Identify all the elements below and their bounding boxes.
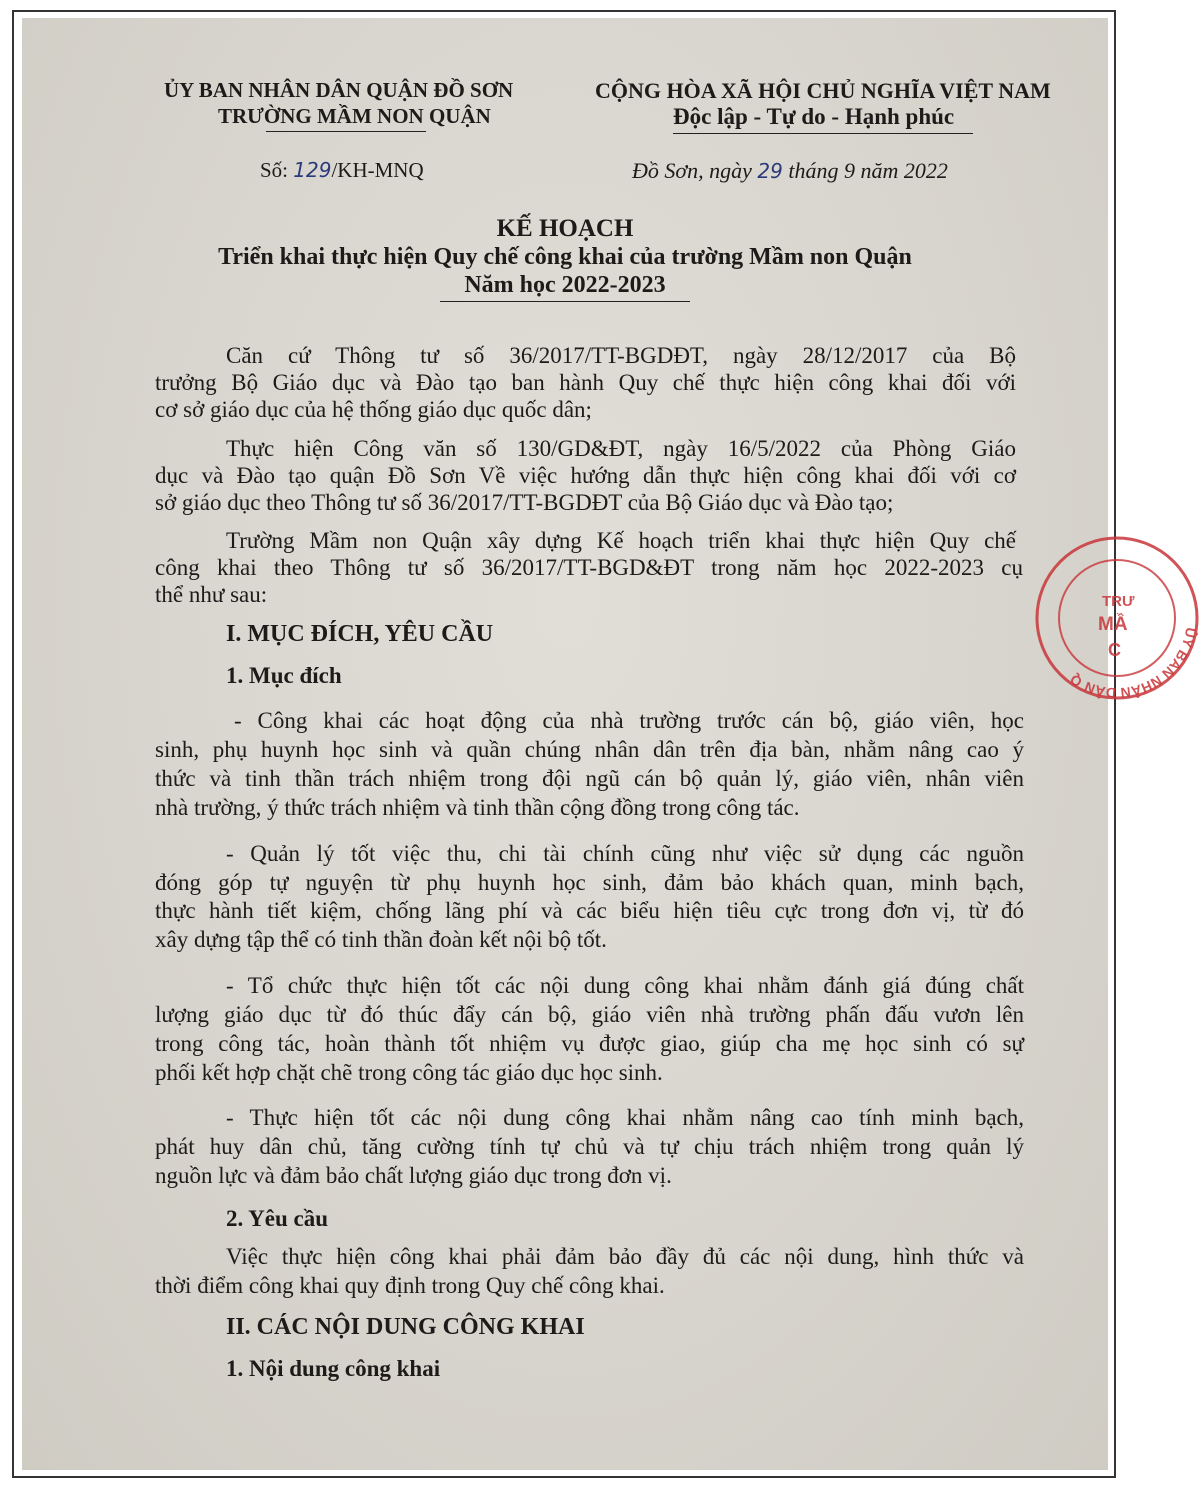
school-name: TRƯỜNG MẦM NON QUẬN	[218, 104, 491, 128]
document-number	[260, 158, 424, 183]
section-heading: II. CÁC NỘI DUNG CÔNG KHAI	[226, 1314, 585, 1340]
paragraph-line: phối kết hợp chặt chẽ trong công tác giáo dục học sinh.	[155, 1060, 663, 1085]
paragraph-line: nguồn lực và đảm bảo chất lượng giáo dục trong đơn vị.	[155, 1163, 672, 1188]
title-underline	[440, 301, 690, 302]
svg-text:ỦY BAN NHÂN DÂN Q	[1067, 626, 1200, 701]
seal-center-line: MẦ	[1098, 614, 1128, 635]
paragraph-line: xây dựng tập thể có tinh thần đoàn kết nội bộ tốt.	[155, 927, 607, 952]
paragraph-line: lượng giáo dục từ đó thúc đẩy cán bộ, giáo viên nhà trường phấn đấu vươn lên	[155, 1002, 1024, 1027]
paragraph-line: trong công tác, hoàn thành tốt nhiệm vụ được giao, giúp cha mẹ học sinh có sự	[155, 1031, 1024, 1056]
paragraph-line: sinh, phụ huynh học sinh và quần chúng nhân dân trên địa bàn, nhằm nâng cao ý	[155, 737, 1024, 762]
school-year: Năm học 2022-2023	[464, 272, 666, 298]
seal-center-line: TRƯ	[1102, 593, 1135, 610]
paragraph-line: dục và Đào tạo quận Đồ Sơn Về việc hướng dẫn thực hiện công khai đối với cơ	[155, 463, 1016, 488]
number-handwritten: 129	[293, 158, 332, 182]
national-motto: Độc lập - Tự do - Hạnh phúc	[673, 104, 955, 129]
paragraph-line: Căn cứ Thông tư số 36/2017/TT-BGDĐT, ngày 28/12/2017 của Bộ	[226, 343, 1016, 368]
paragraph-line: thể như sau:	[155, 582, 268, 607]
section-heading: I. MỤC ĐÍCH, YÊU CẦU	[226, 621, 494, 647]
paragraph-line: thực hành tiết kiệm, chống lãng phí và các biểu hiện tiêu cực trong đơn vị, từ đó	[155, 898, 1024, 923]
subsection-heading: 2. Yêu cầu	[226, 1206, 329, 1231]
number-label: Số:	[260, 158, 289, 182]
paragraph-line: Thực hiện Công văn số 130/GD&ĐT, ngày 16/5/2022 của Phòng Giáo	[226, 436, 1016, 461]
date-day-handwritten: 29	[757, 159, 783, 183]
paragraph-line: phát huy dân chủ, tăng cường tính tự chủ và tự chịu trách nhiệm trong quản lý	[155, 1134, 1024, 1159]
paragraph-line: Trường Mầm non Quận xây dựng Kế hoạch triển khai thực hiện Quy chế	[226, 528, 1016, 553]
paragraph-line: cơ sở giáo dục của hệ thống giáo dục quốc dân;	[155, 397, 592, 422]
official-seal	[1032, 518, 1202, 718]
seal-ring-text: ỦY BAN NHÂN DÂN Q	[1067, 626, 1200, 702]
subsection-heading: 1. Nội dung công khai	[226, 1356, 441, 1381]
document-page	[22, 18, 1200, 1470]
paragraph-line: thức và tinh thần trách nhiệm trong đội ngũ cán bộ quản lý, giáo viên, nhân viên	[155, 766, 1024, 791]
authority-name: ỦY BAN NHÂN DÂN QUẬN ĐỒ SƠN	[164, 78, 514, 102]
paragraph-line: - Công khai các hoạt động của nhà trường trước cán bộ, giáo viên, học	[234, 708, 1024, 733]
date-suffix: tháng 9 năm 2022	[788, 158, 948, 183]
document-date	[632, 158, 948, 184]
number-suffix: /KH-MNQ	[331, 158, 424, 182]
paragraph-line: Việc thực hiện công khai phải đảm bảo đầy đủ các nội dung, hình thức và	[226, 1244, 1024, 1269]
paragraph-line: - Thực hiện tốt các nội dung công khai nhằm nâng cao tính minh bạch,	[226, 1105, 1024, 1130]
motto-underline	[673, 133, 973, 134]
national-title: CỘNG HÒA XÃ HỘI CHỦ NGHĨA VIỆT NAM	[595, 78, 1051, 103]
paragraph-line: trưởng Bộ Giáo dục và Đào tạo ban hành Quy chế thực hiện công khai đối với	[155, 370, 1016, 395]
paragraph-line: đóng góp tự nguyện từ phụ huynh học sinh, đảm bảo khách quan, minh bạch,	[155, 870, 1024, 895]
seal-center-line: C	[1108, 640, 1121, 660]
paragraph-line: nhà trường, ý thức trách nhiệm và tinh thần cộng đồng trong công tác.	[155, 795, 800, 820]
subsection-heading: 1. Mục đích	[226, 663, 342, 688]
paragraph-line: thời điểm công khai quy định trong Quy chế công khai.	[155, 1273, 665, 1298]
school-underline	[266, 131, 426, 132]
paragraph-line: - Tổ chức thực hiện tốt các nội dung công khai nhằm đánh giá đúng chất	[226, 973, 1024, 998]
paragraph-line: - Quản lý tốt việc thu, chi tài chính cũng như việc sử dụng các nguồn	[226, 841, 1024, 866]
paragraph-line: sở giáo dục theo Thông tư số 36/2017/TT-BGDĐT của Bộ Giáo dục và Đào tạo;	[155, 490, 894, 515]
document-title: KẾ HOẠCH	[496, 215, 634, 242]
document-subtitle: Triển khai thực hiện Quy chế công khai của trường Mầm non Quận	[218, 244, 912, 270]
paragraph-line: công khai theo Thông tư số 36/2017/TT-BGD&ĐT trong năm học 2022-2023 cụ	[155, 555, 1023, 580]
date-prefix: Đồ Sơn, ngày	[632, 158, 752, 183]
